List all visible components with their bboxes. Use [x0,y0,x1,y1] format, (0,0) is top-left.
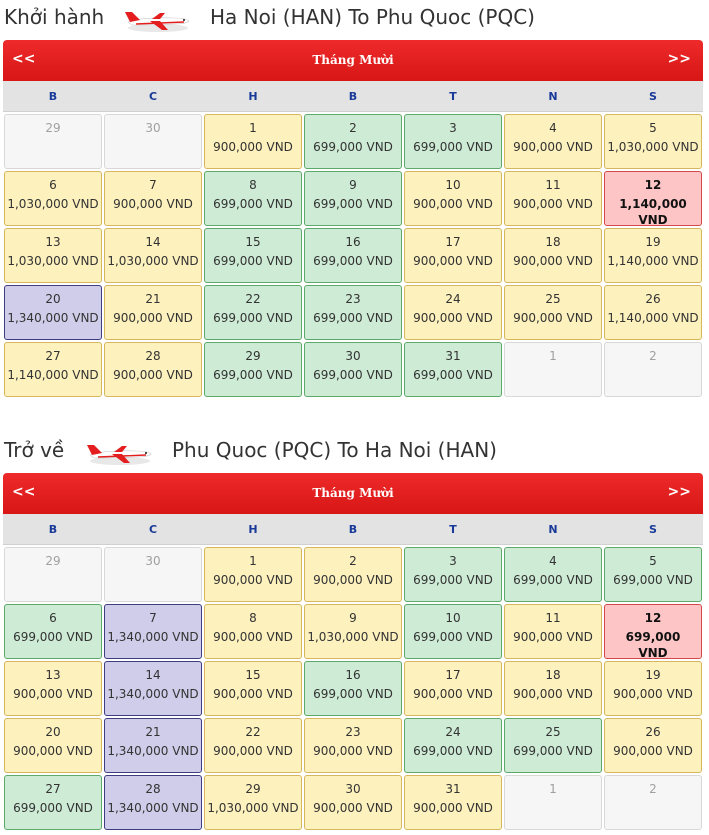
day-number: 28 [145,349,161,363]
calendar-day-cell[interactable] [404,342,502,397]
return-calendar [3,473,703,831]
weekday-label: N [548,90,558,103]
day-number: 29 [45,554,61,568]
calendar-day-cell[interactable] [404,228,502,283]
day-price: 1,030,000 VND [207,801,299,815]
outbound-prev-month-button[interactable]: << [12,51,36,67]
day-price: 900,000 VND [113,311,193,325]
calendar-day-cell[interactable] [204,114,302,169]
day-number: 21 [145,725,161,739]
calendar-day-cell[interactable] [4,718,102,773]
calendar-day-cell[interactable] [104,661,202,716]
day-number: 11 [545,611,561,625]
day-number: 2 [649,349,657,363]
day-price: 900,000 VND [313,801,393,815]
day-number: 20 [45,292,61,306]
day-number: 31 [445,782,461,796]
weekday-label: H [248,90,258,103]
day-number: 19 [645,668,661,682]
calendar-day-cell[interactable] [304,661,402,716]
day-number: 20 [45,725,61,739]
day-number: 8 [249,178,257,192]
calendar-day-cell[interactable] [204,661,302,716]
day-price: 699,000 VND [213,197,293,211]
calendar-day-cell[interactable] [404,775,502,830]
calendar-day-cell[interactable] [304,775,402,830]
day-number: 17 [445,668,461,682]
return-next-month-button[interactable]: >> [667,484,691,500]
day-price: 699,000 VND [413,744,493,758]
day-number: 30 [345,782,361,796]
day-number: 19 [645,235,661,249]
day-price: 699,000 VND [313,368,393,382]
return-label: Trở về [4,438,65,462]
day-number: 8 [249,611,257,625]
day-price: 1,030,000 VND [107,254,199,268]
day-number: 29 [45,121,61,135]
calendar-day-cell[interactable] [204,171,302,226]
day-number: 18 [545,235,561,249]
day-price: 699,000 VND [413,573,493,587]
day-price: 1,140,000 VND [7,368,99,382]
day-number: 1 [249,554,257,568]
day-price: 900,000 VND [513,687,593,701]
calendar-day-cell[interactable] [304,114,402,169]
calendar-day-cell[interactable] [204,604,302,659]
day-number: 12 [644,611,662,625]
day-price: 699,000 VND [213,368,293,382]
return-calendar-header [3,473,703,514]
day-price: 699,000 VND [625,630,681,659]
calendar-day-cell[interactable] [304,342,402,397]
day-number: 15 [245,235,261,249]
calendar-day-cell[interactable] [504,171,602,226]
day-number: 5 [649,554,657,568]
day-price: 1,340,000 VND [107,801,199,815]
day-price: 900,000 VND [413,197,493,211]
day-number: 6 [49,611,57,625]
day-price: 1,140,000 VND [619,197,687,226]
day-price: 900,000 VND [13,744,93,758]
outbound-calendar [3,40,703,398]
calendar-day-cell[interactable] [204,547,302,602]
day-price: 1,340,000 VND [107,630,199,644]
calendar-day-outside-month [604,342,702,397]
day-price: 900,000 VND [213,744,293,758]
calendar-day-cell[interactable] [104,604,202,659]
day-price: 699,000 VND [413,368,493,382]
day-number: 25 [545,292,561,306]
calendar-day-cell[interactable] [404,285,502,340]
day-price: 900,000 VND [213,140,293,154]
day-price: 1,030,000 VND [7,197,99,211]
day-number: 29 [245,349,261,363]
day-number: 30 [145,121,161,135]
weekday-label: B [348,523,358,536]
day-price: 900,000 VND [313,573,393,587]
day-price: 1,340,000 VND [7,311,99,325]
day-price: 699,000 VND [213,254,293,268]
calendar-day-cell[interactable] [204,718,302,773]
day-price: 699,000 VND [513,744,593,758]
calendar-day-outside-month [504,342,602,397]
day-number: 16 [345,235,361,249]
day-price: 900,000 VND [13,687,93,701]
day-number: 9 [349,611,357,625]
calendar-day-cell[interactable] [504,718,602,773]
calendar-day-cell[interactable] [4,285,102,340]
calendar-day-cell[interactable] [404,604,502,659]
calendar-day-cell[interactable] [404,547,502,602]
day-number: 21 [145,292,161,306]
day-price: 699,000 VND [413,630,493,644]
calendar-day-cell[interactable] [304,718,402,773]
day-price: 699,000 VND [613,573,693,587]
day-number: 25 [545,725,561,739]
calendar-day-cell[interactable] [504,661,602,716]
calendar-day-cell[interactable] [404,661,502,716]
day-price: 699,000 VND [313,197,393,211]
calendar-day-cell[interactable] [604,228,702,283]
calendar-day-cell[interactable] [304,171,402,226]
day-price: 1,030,000 VND [7,254,99,268]
day-number: 13 [45,235,61,249]
calendar-day-cell[interactable] [504,285,602,340]
return-weekday-row [3,514,703,545]
day-price: 900,000 VND [113,368,193,382]
day-price: 699,000 VND [313,140,393,154]
day-price: 900,000 VND [513,630,593,644]
calendar-day-cell[interactable] [404,718,502,773]
weekday-label: B [48,523,58,536]
day-number: 24 [445,725,461,739]
weekday-label: N [548,523,558,536]
day-number: 9 [349,178,357,192]
calendar-day-cell[interactable] [604,547,702,602]
calendar-day-cell[interactable] [404,171,502,226]
calendar-day-cell[interactable] [604,661,702,716]
outbound-title-row [0,0,709,40]
calendar-day-cell[interactable] [104,228,202,283]
day-number: 12 [644,178,662,192]
day-number: 22 [245,292,261,306]
calendar-day-cell[interactable] [504,114,602,169]
outbound-next-month-button[interactable]: >> [667,51,691,67]
day-number: 5 [649,121,657,135]
day-price: 900,000 VND [513,254,593,268]
day-number: 3 [449,121,457,135]
day-number: 4 [549,554,557,568]
calendar-day-cell[interactable] [204,228,302,283]
day-number: 30 [145,554,161,568]
outbound-calendar-header [3,40,703,81]
day-price: 699,000 VND [13,630,93,644]
calendar-day-cell[interactable] [604,171,702,226]
day-price: 1,140,000 VND [607,254,699,268]
day-price: 699,000 VND [413,140,493,154]
day-number: 11 [545,178,561,192]
calendar-day-cell[interactable] [4,342,102,397]
calendar-day-cell[interactable] [604,718,702,773]
day-number: 24 [445,292,461,306]
day-number: 3 [449,554,457,568]
return-prev-month-button[interactable]: << [12,484,36,500]
day-price: 900,000 VND [213,687,293,701]
day-number: 1 [249,121,257,135]
airplane-icon [122,6,192,36]
day-price: 1,030,000 VND [607,140,699,154]
day-number: 15 [245,668,261,682]
day-price: 699,000 VND [213,311,293,325]
calendar-day-cell[interactable] [504,604,602,659]
day-number: 6 [49,178,57,192]
day-price: 900,000 VND [613,744,693,758]
outbound-route: Ha Noi (HAN) To Phu Quoc (PQC) [210,5,535,29]
day-number: 18 [545,668,561,682]
calendar-day-outside-month [604,775,702,830]
calendar-day-cell[interactable] [604,285,702,340]
calendar-day-cell[interactable] [4,604,102,659]
calendar-day-cell[interactable] [4,228,102,283]
day-price: 1,140,000 VND [607,311,699,325]
calendar-day-cell[interactable] [104,775,202,830]
day-price: 900,000 VND [313,744,393,758]
day-number: 1 [549,349,557,363]
return-route: Phu Quoc (PQC) To Ha Noi (HAN) [172,438,497,462]
day-number: 2 [349,121,357,135]
day-price: 1,340,000 VND [107,687,199,701]
calendar-day-cell[interactable] [4,171,102,226]
outbound-label: Khởi hành [4,5,105,29]
calendar-day-cell[interactable] [4,775,102,830]
return-title-row [0,433,709,473]
day-price: 1,340,000 VND [107,744,199,758]
outbound-section [0,0,709,382]
day-price: 699,000 VND [513,573,593,587]
day-price: 699,000 VND [13,801,93,815]
weekday-label: S [649,90,657,103]
weekday-label: T [449,523,457,536]
calendar-day-cell[interactable] [304,604,402,659]
calendar-day-cell[interactable] [204,285,302,340]
calendar-day-outside-month [104,114,202,169]
day-price: 900,000 VND [213,573,293,587]
calendar-day-outside-month [4,114,102,169]
outbound-weekday-row [3,81,703,112]
day-number: 17 [445,235,461,249]
return-month-label: Tháng Mười [312,486,394,500]
day-number: 1 [549,782,557,796]
outbound-month-label: Tháng Mười [312,53,394,67]
day-number: 26 [645,725,661,739]
calendar-day-outside-month [4,547,102,602]
calendar-day-outside-month [104,547,202,602]
weekday-label: T [449,90,457,103]
weekday-label: C [148,523,158,536]
day-number: 31 [445,349,461,363]
calendar-day-outside-month [504,775,602,830]
day-number: 10 [445,178,461,192]
day-price: 900,000 VND [413,687,493,701]
calendar-day-cell[interactable] [104,342,202,397]
calendar-day-cell[interactable] [104,171,202,226]
day-number: 14 [145,235,161,249]
day-price: 699,000 VND [313,311,393,325]
day-number: 23 [345,292,361,306]
day-number: 30 [345,349,361,363]
weekday-label: B [48,90,58,103]
day-number: 27 [45,782,61,796]
return-day-grid [3,545,703,831]
day-price: 900,000 VND [113,197,193,211]
day-number: 7 [149,178,157,192]
day-price: 900,000 VND [513,140,593,154]
day-price: 900,000 VND [213,630,293,644]
outbound-day-grid [3,112,703,398]
calendar-day-cell[interactable] [204,775,302,830]
calendar-day-cell[interactable] [304,547,402,602]
day-number: 26 [645,292,661,306]
day-number: 10 [445,611,461,625]
day-number: 14 [145,668,161,682]
day-number: 27 [45,349,61,363]
day-number: 13 [45,668,61,682]
day-number: 22 [245,725,261,739]
day-number: 23 [345,725,361,739]
day-number: 4 [549,121,557,135]
day-price: 900,000 VND [513,311,593,325]
return-section [0,433,709,815]
day-price: 900,000 VND [413,254,493,268]
day-price: 699,000 VND [313,254,393,268]
weekday-label: H [248,523,258,536]
day-price: 900,000 VND [413,801,493,815]
day-number: 2 [649,782,657,796]
day-number: 7 [149,611,157,625]
calendar-day-cell[interactable] [504,547,602,602]
day-number: 2 [349,554,357,568]
calendar-day-cell[interactable] [204,342,302,397]
airplane-icon [84,439,154,469]
weekday-label: B [348,90,358,103]
calendar-day-cell[interactable] [604,604,702,659]
calendar-day-cell[interactable] [304,285,402,340]
weekday-label: C [148,90,158,103]
day-price: 699,000 VND [313,687,393,701]
calendar-day-cell[interactable] [404,114,502,169]
calendar-day-cell[interactable] [104,718,202,773]
day-price: 900,000 VND [513,197,593,211]
day-number: 29 [245,782,261,796]
calendar-day-cell[interactable] [604,114,702,169]
calendar-day-cell[interactable] [4,661,102,716]
calendar-day-cell[interactable] [504,228,602,283]
day-number: 28 [145,782,161,796]
calendar-day-cell[interactable] [304,228,402,283]
day-price: 900,000 VND [613,687,693,701]
calendar-day-cell[interactable] [104,285,202,340]
day-price: 900,000 VND [413,311,493,325]
weekday-label: S [649,523,657,536]
day-number: 16 [345,668,361,682]
day-price: 1,030,000 VND [307,630,399,644]
